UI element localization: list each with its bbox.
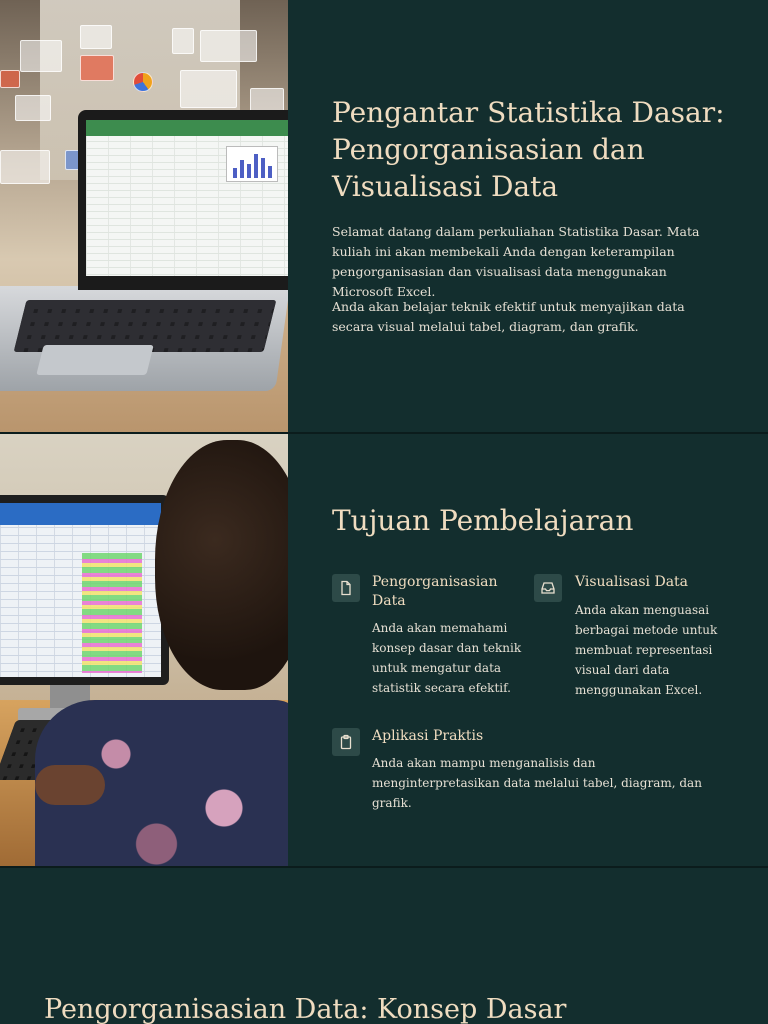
- hologram-pie-chart: [0, 70, 20, 88]
- hologram-card: [80, 25, 112, 49]
- desktop-monitor: [0, 495, 169, 685]
- section-title: Pengorganisasian Data: Konsep Dasar: [44, 994, 567, 1024]
- slide-title: Pengantar Statistika Dasar: Pengorganisasian dan Visualisasi Data: [332, 96, 725, 203]
- feature-title-application: Aplikasi Praktis: [372, 728, 484, 744]
- feature-title-visualization: Visualisasi Data: [575, 574, 689, 590]
- hologram-card: [15, 95, 51, 121]
- intro-paragraph: Anda akan belajar teknik efektif untuk menyajikan data secara visual melalui tabel, diagram, dan grafik.: [332, 299, 685, 334]
- feature-title-organization: Pengorganisasian Data: [372, 574, 498, 609]
- excel-ribbon: [86, 120, 288, 136]
- inbox-icon: [534, 574, 562, 602]
- slide-learning-objectives: [0, 432, 768, 866]
- slide-basic-concepts: [0, 866, 768, 1024]
- hologram-card: [20, 40, 62, 72]
- laptop-screen: [78, 110, 288, 290]
- highlighted-cells: [82, 553, 142, 673]
- spreadsheet: [0, 503, 161, 677]
- hologram-bar-chart: [80, 55, 114, 81]
- clipboard-icon: [332, 728, 360, 756]
- laptop-trackpad: [36, 345, 153, 375]
- hologram-card: [0, 150, 50, 184]
- slide-intro: [0, 0, 768, 432]
- hologram-line-chart: [200, 30, 257, 62]
- user-avatar-hologram: [172, 28, 194, 54]
- spreadsheet-chart: [226, 146, 278, 182]
- hologram-pie-chart: [133, 72, 153, 92]
- document-icon: [332, 574, 360, 602]
- laptop-analytics-photo: [0, 0, 288, 432]
- section-title: Tujuan Pembelajaran: [332, 504, 634, 537]
- hologram-bar-chart: [180, 70, 237, 108]
- feature-description-organization: Anda akan memahami konsep dasar dan teknik untuk mengatur data statistik secara efektif.: [372, 621, 522, 695]
- student-hand: [35, 765, 105, 805]
- student-computer-photo: [0, 434, 288, 866]
- feature-description-application: Anda akan mampu menganalisis dan menginterpretasikan data melalui tabel, diagram, dan grafik.: [372, 756, 702, 810]
- excel-ribbon: [0, 503, 161, 525]
- spreadsheet: [86, 120, 288, 276]
- intro-paragraph: Selamat datang dalam perkuliahan Statistika Dasar. Mata kuliah ini akan membekali Anda dengan keterampilan pengorganisasian dan visualisasi data menggunakan Microsoft Excel.: [332, 224, 700, 299]
- student-head: [155, 440, 288, 690]
- feature-description-visualization: Anda akan menguasai berbagai metode untuk membuat representasi visual dari data menggunakan Excel.: [575, 603, 718, 697]
